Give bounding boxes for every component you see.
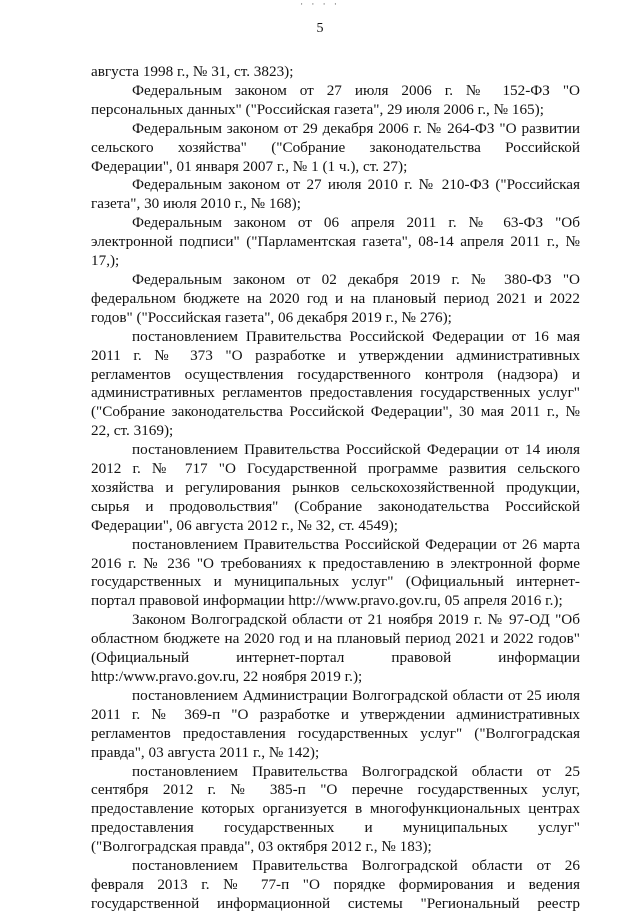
page-number: 5 [316,21,324,36]
top-edge-mark: · · · · [300,0,340,8]
paragraph: постановлением Правительства Волгоградской области от 26 февраля 2013 г. № 77-п "О порядке формирования и ведения государственной информационной системы "Региональный реестр [91,857,580,912]
paragraph: постановлением Правительства Российской Федерации от 14 июля 2012 г. № 717 "О Государственной программе развития сельского хозяйства и регулирования рынков сельскохозяйственной продукции, сырья и продовольствия" (Собрание законодательства Российской Федерации", 06 августа 2012 г., № 32, ст. 4549); [91,441,580,534]
paragraph: Федеральным законом от 29 декабря 2006 г. № 264-ФЗ "О развитии сельского хозяйства" ("Собрание законодательства Российской Федерации", 01 января 2007 г., № 1 (1 ч.), ст. 27); [91,119,580,175]
paragraph: Федеральным законом от 27 июля 2010 г. № 210-ФЗ ("Российская газета", 30 июля 2010 г., № 168); [91,176,580,213]
paragraph: постановлением Правительства Волгоградской области от 25 сентября 2012 г. № 385-п "О перечне государственных услуг, предоставление которых организуется в многофункциональных центрах предоставления государственных и муниципальных услуг" ("Волгоградская правда", 03 октября 2012 г., № 183); [91,762,580,856]
paragraph: постановлением Правительства Российской Федерации от 16 мая 2011 г. № 373 "О разработке и утверждении административных регламентов осуществления государственного контроля (надзора) и административных регламентов предоставления государственных услуг" ("Собрание законодательства Российской Федерации", 30 мая 2011 г., № 22, ст. 3169); [91,327,580,440]
paragraph: Законом Волгоградской области от 21 ноября 2019 г. № 97-ОД "Об областном бюджете на 2020 год и на плановый период 2021 и 2022 годов" (Официальный интернет-портал правовой информации http:/www.pravo.gov.ru, 22 ноября 2019 г.); [91,611,580,685]
paragraph: Федеральным законом от 06 апреля 2011 г. № 63-ФЗ "Об электронной подписи" ("Парламентская газета", 08-14 апреля 2011 г., № 17,); [91,214,580,270]
paragraph: постановлением Правительства Российской Федерации от 26 марта 2016 г. № 236 "О требованиях к предоставлению в электронной форме государственных и муниципальных услуг" (Официальный интернет-портал правовой информации http://www.pravo.gov.ru, 05 апреля 2016 г.); [91,535,580,610]
document-body [91,63,580,914]
paragraph: постановлением Администрации Волгоградской области от 25 июля 2011 г. № 369-п "О разработке и утверждении административных регламентов предоставления государственных услуг" ("Волгоградская правда", 03 августа 2011 г., № 142); [91,686,580,761]
paragraph: августа 1998 г., № 31, ст. 3823); [91,63,294,80]
paragraph: Федеральным законом от 27 июля 2006 г. № 152-ФЗ "О персональных данных" ("Российская газета", 29 июля 2006 г., № 165); [91,81,580,118]
paragraph: Федеральным законом от 02 декабря 2019 г. № 380-ФЗ "О федеральном бюджете на 2020 год и на плановый период 2021 и 2022 годов" ("Российская газета", 06 декабря 2019 г., № 276); [91,270,580,326]
